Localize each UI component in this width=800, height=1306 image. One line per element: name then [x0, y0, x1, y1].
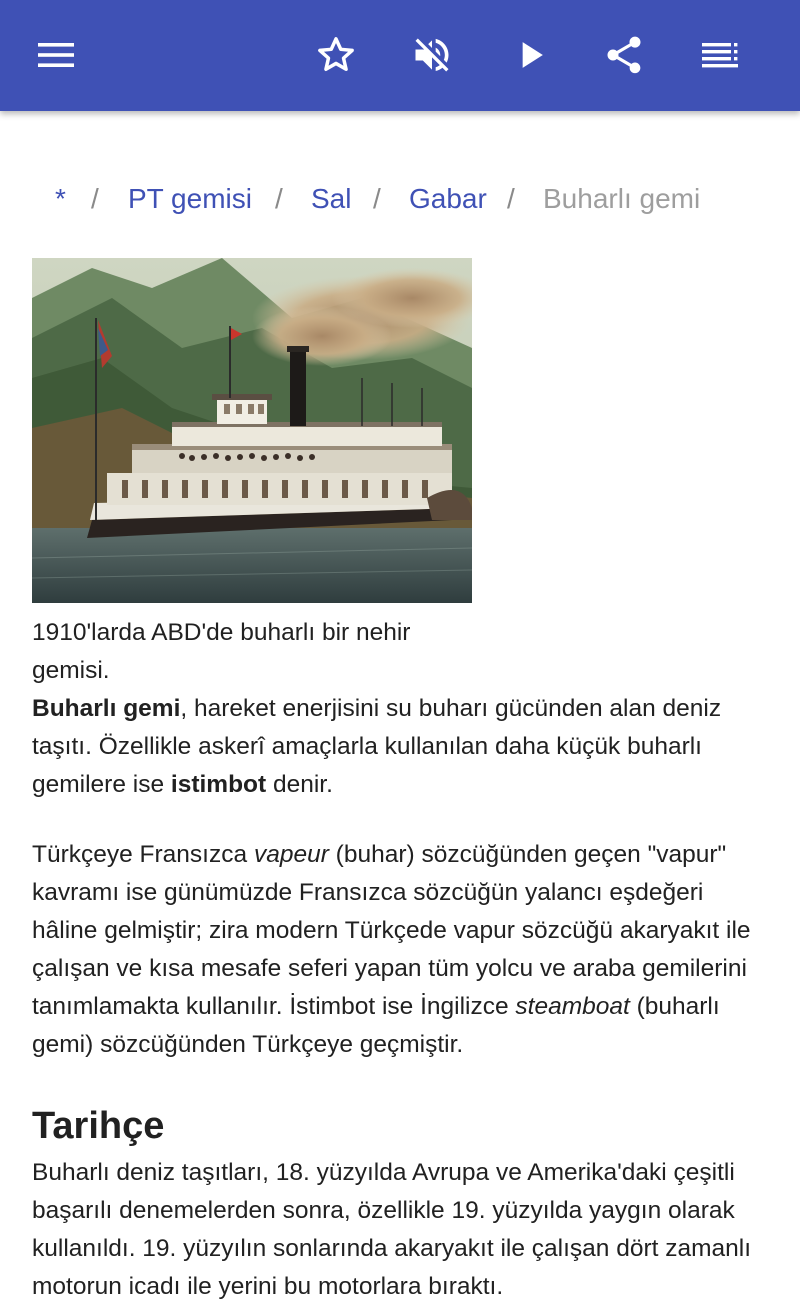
breadcrumb-separator: /	[275, 183, 283, 214]
breadcrumb-link-pt-gemisi[interactable]: PT gemisi	[128, 183, 252, 214]
mute-button[interactable]	[404, 27, 460, 83]
contents-button[interactable]	[692, 27, 748, 83]
etymology-text-3: (buharlı gemi) sözcüğünden Türkçeye geçmiştir.	[32, 993, 720, 1058]
term-steamboat: steamboat	[515, 993, 630, 1020]
term-vapeur: vapeur	[253, 841, 329, 868]
term-istimbot: istimbot	[170, 771, 267, 798]
share-icon	[602, 33, 646, 77]
hamburger-menu-icon	[36, 35, 76, 75]
steamboat-photo[interactable]	[32, 258, 472, 603]
menu-button[interactable]	[28, 27, 84, 83]
breadcrumb-link-home[interactable]: *	[55, 183, 66, 214]
share-button[interactable]	[596, 27, 652, 83]
breadcrumb-separator: /	[91, 183, 99, 214]
play-icon	[508, 33, 552, 77]
figure-caption: 1910'larda ABD'de buharlı bir nehir gemisi.	[32, 619, 411, 684]
section-heading-history: Tarihçe	[32, 1105, 165, 1147]
app-bar	[0, 0, 800, 111]
etymology-text-2: (buhar) sözcüğünden geçen "vapur" kavramı ise günümüzde Fransızca sözcüğün yalancı eşdeğeri hâline gelmiştir; zira modern Türkçede vapur sözcüğü akaryakıt ile çalışan ve kısa mesafe seferi yapan tüm yolcu ve araba gemilerini tanımlamakta kullanılır. İstimbot ise İngilizce	[32, 841, 751, 1020]
etymology-text-1: Türkçeye Fransızca	[32, 841, 254, 868]
breadcrumb-link-gabar[interactable]: Gabar	[409, 183, 487, 214]
breadcrumb-separator: /	[373, 183, 381, 214]
breadcrumb-separator: /	[507, 183, 515, 214]
term-buharli-gemi: Buharlı gemi	[32, 695, 181, 722]
list-icon	[700, 35, 740, 75]
etymology-paragraph	[32, 836, 772, 1064]
intro-paragraph	[32, 690, 772, 804]
history-paragraph: Buharlı deniz taşıtları, 18. yüzyılda Avrupa ve Amerika'daki çeşitli başarılı denemelerden sonra, özellikle 19. yüzyılda yaygın olarak kullanıldı. 19. yüzyılın sonlarında akaryakıt ile çalışan dört zamanlı motorun icadı ile yerini bu motorlara bıraktı.	[32, 1159, 752, 1300]
breadcrumb	[0, 176, 800, 222]
play-button[interactable]	[502, 27, 558, 83]
favorite-button[interactable]	[308, 27, 364, 83]
breadcrumb-link-sal[interactable]: Sal	[311, 183, 352, 214]
intro-text-1: , hareket enerjisini su buharı gücünden alan deniz taşıtı. Özellikle askerî amaçlarla kullanılan daha küçük buharlı gemilere ise	[32, 695, 722, 798]
breadcrumb-current: Buharlı gemi	[543, 183, 701, 214]
intro-text-2: denir.	[266, 771, 333, 798]
volume-off-icon	[410, 33, 454, 77]
star-outline-icon	[314, 33, 358, 77]
